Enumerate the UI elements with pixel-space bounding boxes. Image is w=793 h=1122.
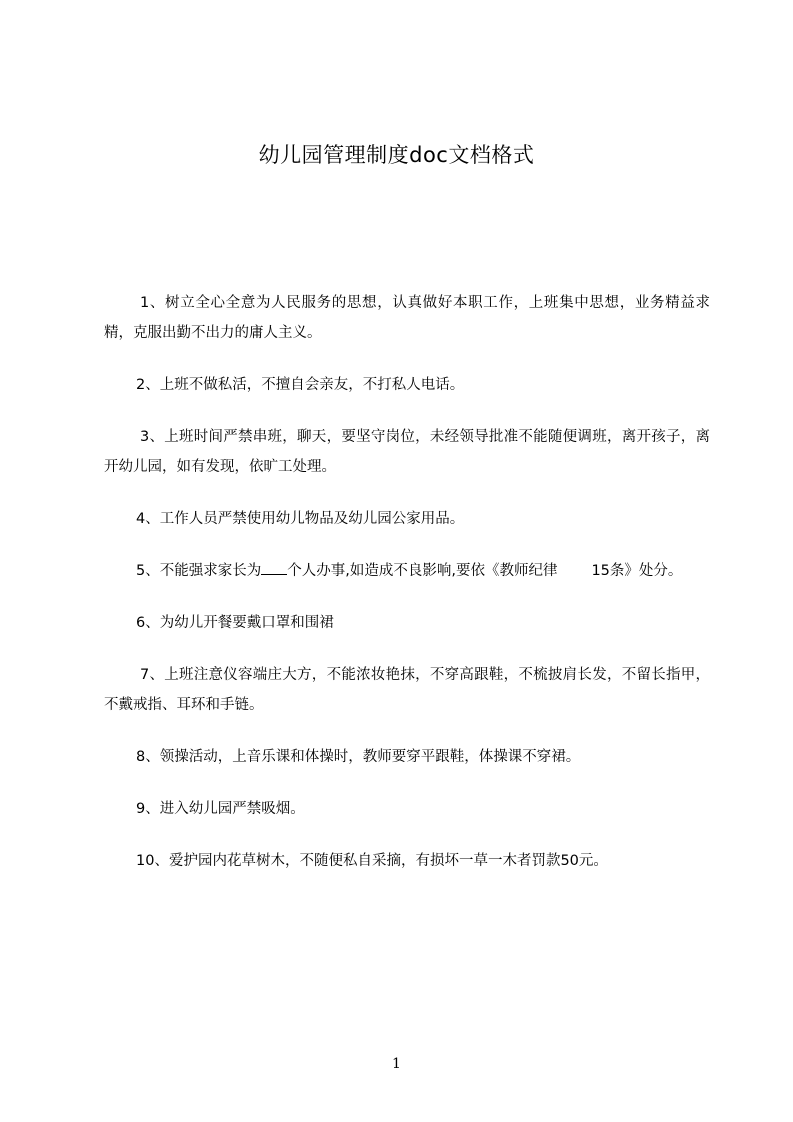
rule-item-5-body: 个人办事,如造成不良影响,要依《教师纪律: [287, 563, 558, 579]
fill-in-blank: [261, 561, 287, 575]
rule-item-3: 3、上班时间严禁串班，聊天，要坚守岗位，未经领导批准不能随便调班，离开孩子，离开幼儿园，如有发现，依旷工处理。: [104, 429, 710, 475]
rule-item-4: 4、工作人员严禁使用幼儿物品及幼儿园公家用品。: [136, 511, 465, 527]
document-title: 幼儿园管理制度doc文档格式: [258, 143, 535, 167]
rule-item-2: 2、上班不做私活，不擅自会亲友，不打私人电话。: [136, 377, 465, 393]
rule-item-10: 10、爱护园内花草树木，不随便私自采摘，有损坏一草一木者罚款50元。: [136, 853, 608, 869]
rule-item-9: 9、进入幼儿园严禁吸烟。: [136, 801, 305, 817]
rule-item-5-tail: 15条》处分。: [591, 563, 683, 579]
rule-item-5: [104, 556, 710, 586]
rules-list: [104, 288, 710, 898]
page-number: 1: [392, 1056, 401, 1072]
rule-item-7: 7、上班注意仪容端庄大方，不能浓妆艳抹，不穿高跟鞋，不梳披肩长发，不留长指甲，不戴戒指、耳环和手链。: [104, 667, 710, 713]
rule-item-6: 6、为幼儿开餐要戴口罩和围裙: [136, 615, 334, 631]
rule-item-5-lead: 5、不能强求家长为: [136, 563, 262, 579]
rule-item-8: 8、领操活动，上音乐课和体操时，教师要穿平跟鞋，体操课不穿裙。: [136, 749, 581, 765]
rule-item-1: 1、树立全心全意为人民服务的思想，认真做好本职工作，上班集中思想，业务精益求精，克服出勤不出力的庸人主义。: [104, 295, 710, 341]
